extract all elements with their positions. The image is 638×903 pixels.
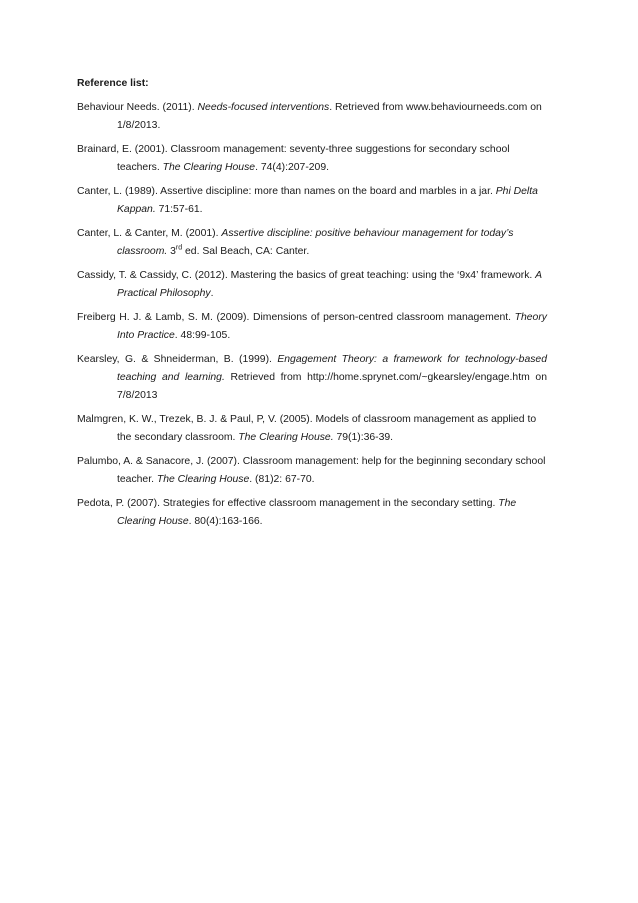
reference-italic-text: The Clearing House. bbox=[238, 432, 334, 443]
reference-text: Canter, L. & Canter, M. (2001). bbox=[77, 228, 222, 239]
reference-entry bbox=[77, 99, 547, 135]
reference-entry bbox=[77, 183, 547, 219]
reference-text: . 80(4):163-166. bbox=[188, 516, 263, 527]
reference-text: Kearsley, G. & Shneiderman, B. (1999). bbox=[77, 354, 278, 365]
reference-text: Palumbo, A. & Sanacore, J. (2007). Classroom management: help for the beginning secondary school teacher. bbox=[77, 456, 546, 485]
reference-italic-text: The Clearing House bbox=[162, 162, 256, 173]
reference-list-heading: Reference list: bbox=[77, 78, 149, 89]
reference-entry bbox=[77, 267, 547, 303]
reference-text: Freiberg H. J. & Lamb, S. M. (2009). Dimensions of person-centred classroom management. bbox=[77, 312, 515, 323]
reference-entry bbox=[77, 225, 547, 261]
reference-text: Canter, L. (1989). Assertive discipline: more than names on the board and marbles in a jar. bbox=[77, 186, 496, 197]
reference-italic-text: The Clearing House bbox=[156, 474, 250, 485]
reference-text: . 74(4):207-209. bbox=[255, 162, 329, 173]
reference-superscript: rd bbox=[175, 244, 183, 252]
reference-text: Pedota, P. (2007). Strategies for effective classroom management in the secondary setting. bbox=[77, 498, 499, 509]
reference-italic-text: Assertive discipline: positive behaviour management for today’s classroom. bbox=[117, 228, 514, 257]
reference-entry bbox=[77, 453, 547, 489]
reference-text: Cassidy, T. & Cassidy, C. (2012). Mastering the basics of great teaching: using the ‘9x4’ framework. bbox=[77, 270, 536, 281]
reference-entry bbox=[77, 411, 547, 447]
reference-text: Malmgren, K. W., Trezek, B. J. & Paul, P, V. (2005). Models of classroom management as applied to the secondary classroom. bbox=[77, 414, 537, 443]
reference-italic-text: A Practical Philosophy bbox=[117, 270, 542, 299]
reference-italic-text: The Clearing House bbox=[117, 498, 517, 527]
reference-italic-text: Theory Into Practice bbox=[117, 312, 547, 341]
reference-italic-text: Phi Delta Kappan. bbox=[117, 186, 538, 215]
reference-text: . Retrieved from www.behaviourneeds.com on 1/8/2013. bbox=[117, 102, 542, 131]
reference-text: ed. Sal Beach, CA: Canter. bbox=[182, 246, 310, 257]
reference-italic-text: Needs-focused interventions bbox=[197, 102, 330, 113]
reference-entry bbox=[77, 495, 547, 531]
reference-text: 71:57-61. bbox=[155, 204, 203, 215]
reference-text: 79(1):36-39. bbox=[333, 432, 394, 443]
reference-text: . 48:99-105. bbox=[174, 330, 231, 341]
reference-text: . bbox=[210, 288, 214, 299]
reference-list-section bbox=[77, 75, 547, 537]
reference-text: Retrieved from http://home.sprynet.com/~gkearsley/engage.htm on 7/8/2013 bbox=[117, 372, 547, 401]
reference-text: 3 bbox=[167, 246, 176, 257]
reference-text: Behaviour Needs. (2011). bbox=[77, 102, 198, 113]
reference-entry bbox=[77, 309, 547, 345]
reference-entry bbox=[77, 351, 547, 405]
reference-italic-text: Engagement Theory: a framework for technology-based teaching and learning. bbox=[117, 354, 547, 383]
reference-text: Brainard, E. (2001). Classroom management: seventy-three suggestions for secondary school teachers. bbox=[77, 144, 510, 173]
reference-entry bbox=[77, 141, 547, 177]
reference-list bbox=[77, 99, 547, 531]
reference-text: . (81)2: 67-70. bbox=[249, 474, 315, 485]
